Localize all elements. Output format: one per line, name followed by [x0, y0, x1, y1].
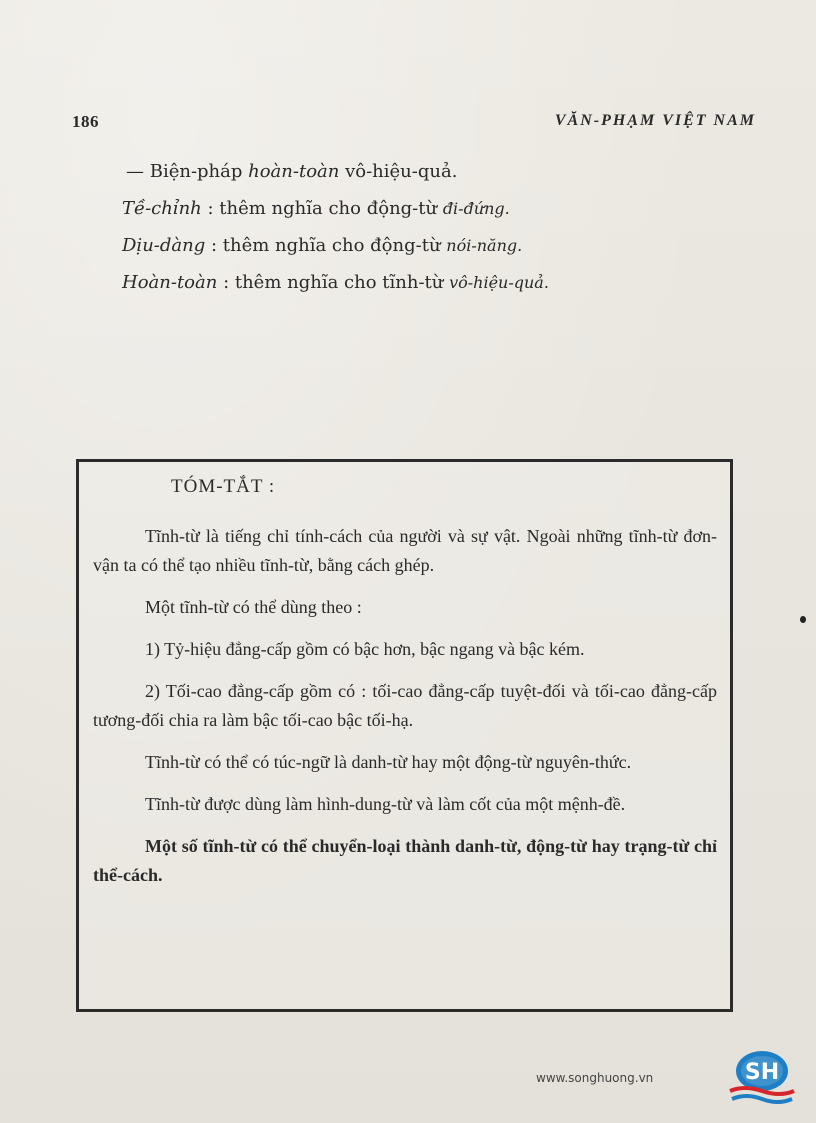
intro-line-4-text: : thêm nghĩa cho tĩnh-từ: [217, 272, 450, 293]
intro-line-2-text: : thêm nghĩa cho động-từ: [201, 198, 443, 219]
watermark[interactable]: [536, 1045, 796, 1105]
intro-line-2-term: Tề-chỉnh: [122, 198, 202, 219]
intro-line-4: [122, 264, 742, 301]
summary-box: [76, 459, 733, 1012]
summary-paragraph: 2) Tối-cao đẳng-cấp gồm có : tối-cao đẳng-cấp tuyệt-đối và tối-cao đẳng-cấp tương-đối chia ra làm bậc tối-cao bậc tối-hạ.: [93, 681, 717, 730]
intro-line-2: [122, 190, 742, 227]
logo-wave-red: [730, 1088, 794, 1094]
page-number: 186: [72, 112, 99, 131]
intro-line-1-term: hoàn-toàn: [248, 161, 340, 182]
page-header: [72, 112, 756, 136]
songhuong-logo-icon: [724, 1047, 796, 1105]
summary-paragraph: Tĩnh-từ là tiếng chỉ tính-cách của người và sự vật. Ngoài những tĩnh-từ đơn-vận ta có thể tạo nhiều tĩnh-từ, bằng cách ghép.: [93, 526, 717, 575]
summary-paragraph: 1) Tỷ-hiệu đẳng-cấp gồm có bậc hơn, bậc ngang và bậc kém.: [145, 639, 585, 659]
intro-line-1: [122, 153, 742, 190]
logo-wave-blue: [732, 1096, 792, 1102]
intro-line-3-term: Dịu-dàng: [122, 235, 206, 256]
summary-paragraph: Một số tĩnh-từ có thể chuyển-loại thành danh-từ, động-từ hay trạng-từ chỉ thể-cách.: [93, 836, 717, 885]
summary-paragraph: Một tĩnh-từ có thể dùng theo :: [145, 597, 362, 617]
intro-line-2-example: đi-đứng.: [442, 199, 510, 218]
summary-paragraph: Tĩnh-từ được dùng làm hình-dung-từ và làm cốt của một mệnh-đề.: [145, 794, 626, 814]
intro-line-1-suffix: vô-hiệu-quả.: [339, 161, 458, 182]
intro-line-4-term: Hoàn-toàn: [122, 272, 218, 293]
running-title: VĂN-PHẠM VIỆT NAM: [554, 112, 756, 129]
intro-line-1-prefix: — Biện-pháp: [126, 161, 249, 182]
summary-body: [93, 522, 717, 903]
intro-line-3-example: nói-năng.: [446, 236, 523, 255]
intro-line-4-example: vô-hiệu-quả.: [449, 273, 549, 292]
intro-line-3: [122, 227, 742, 264]
intro-line-3-text: : thêm nghĩa cho động-từ: [205, 235, 447, 256]
summary-paragraph: Tĩnh-từ có thể có túc-ngữ là danh-từ hay một động-từ nguyên-thức.: [145, 752, 632, 772]
ink-speck: [800, 616, 806, 623]
intro-text: [122, 153, 742, 301]
summary-title: TÓM-TẮT :: [171, 476, 276, 497]
logo-text: SH: [744, 1060, 780, 1085]
watermark-url[interactable]: www.songhuong.vn: [536, 1071, 654, 1085]
